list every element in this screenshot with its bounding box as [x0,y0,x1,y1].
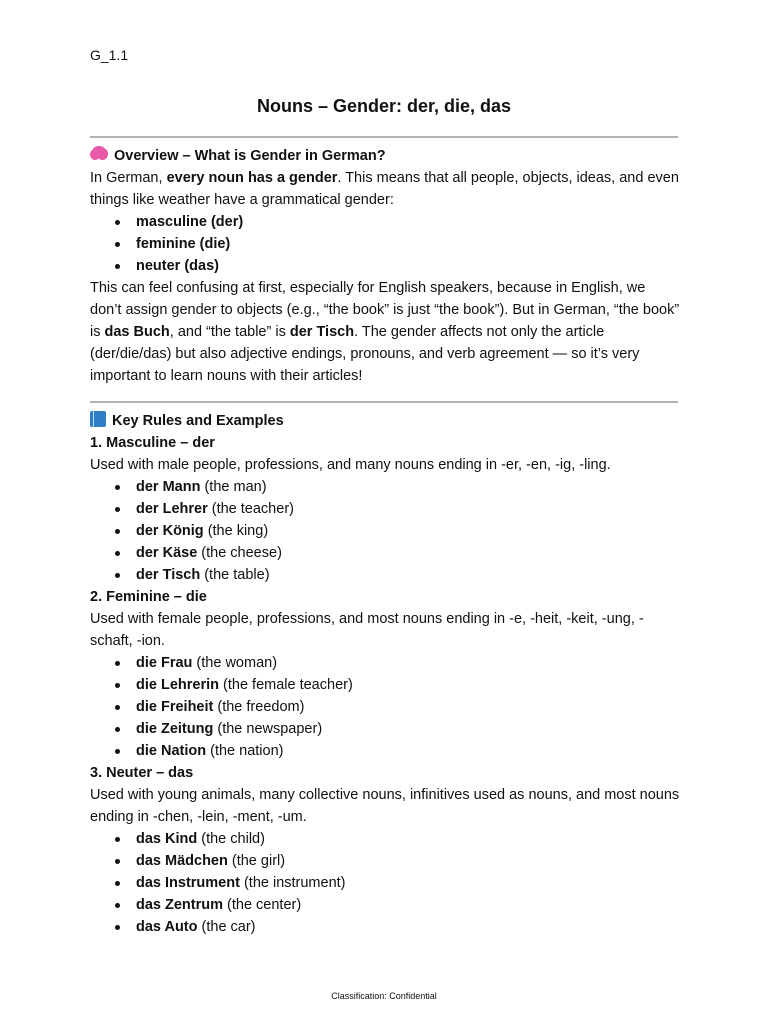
intro-bold: every noun has a gender [166,170,338,186]
list-item [90,255,680,277]
list-item [90,850,680,872]
example-gloss: (the female teacher) [219,677,353,693]
example-gloss: (the cheese) [197,545,282,561]
example-noun: die Lehrerin [136,677,219,693]
example-noun: die Zeitung [136,721,214,737]
example-gloss: (the newspaper) [213,721,323,737]
list-item [90,872,680,894]
example-noun: die Freiheit [136,699,214,715]
example-gloss: (the freedom) [213,699,305,715]
example-noun: das Kind [136,831,198,847]
list-item [90,916,680,938]
section-title-feminine: 2. Feminine – die [90,589,207,605]
rules-section [90,410,680,938]
gender-list [90,211,680,277]
example-noun: der Tisch [136,567,201,583]
example-gloss: (the girl) [227,853,286,869]
paragraph-text: , and “the table” is [169,324,290,340]
example-noun: das Instrument [136,875,240,891]
overview-heading [90,145,680,167]
rules-heading [90,410,680,432]
intro-text: In German, [90,170,167,186]
gender-label: neuter (das) [136,258,219,274]
example-noun: der Lehrer [136,501,208,517]
list-item [90,696,680,718]
example-noun: das Mädchen [136,853,228,869]
section-desc-neuter: Used with young animals, many collective nouns, infinitives used as nouns, and most nouns ending in -chen, -lein, -ment, -um. [90,787,680,825]
example-list-masculine [90,476,680,586]
classification-footer: Classification: Confidential [331,991,437,1001]
section-desc-masculine: Used with male people, professions, and many nouns ending in -er, -en, -ig, -ling. [90,457,611,473]
section-title-neuter: 3. Neuter – das [90,765,194,781]
paragraph-text: . The gender affects not only the article (der/die/das) but also adjective endings, pronouns, and verb agreement — so it’s very important to learn nouns with their articles! [90,324,640,384]
paragraph-bold: der Tisch [289,324,355,340]
overview-paragraph [90,277,680,387]
divider [90,401,678,403]
gender-label: masculine (der) [136,214,244,230]
list-item [90,542,680,564]
blue-book-icon [90,411,106,427]
list-item [90,740,680,762]
gender-label: feminine (die) [136,236,231,252]
paragraph-text: This can feel confusing at first, especially for English speakers, because in English, we don’t assign gender to objects (e.g., “the book” is just “the book”). But in German, “the book” is [90,280,680,340]
example-noun: die Nation [136,743,207,759]
section-desc-feminine: Used with female people, professions, and most nouns ending in -e, -heit, -keit, -ung, -schaft, -ion. [90,611,644,649]
example-noun: der König [136,523,204,539]
overview-heading-text: Overview – What is Gender in German? [114,148,386,164]
list-item [90,498,680,520]
example-noun: der Mann [136,479,201,495]
intro-text-end: . This means that all people, objects, ideas, and even things like weather have a grammatical gender: [90,170,679,208]
example-gloss: (the teacher) [207,501,294,517]
list-item [90,233,680,255]
example-noun: die Frau [136,655,193,671]
example-noun: das Zentrum [136,897,224,913]
example-gloss: (the child) [197,831,265,847]
document-id: G_1.1 [90,47,129,63]
overview-intro [90,167,680,211]
overview-section [90,145,680,387]
example-gloss: (the man) [200,479,267,495]
list-item [90,652,680,674]
example-list-neuter [90,828,680,938]
example-list-feminine [90,652,680,762]
rules-heading-text: Key Rules and Examples [112,413,284,429]
page-title: Nouns – Gender: der, die, das [256,96,512,116]
example-gloss: (the instrument) [239,875,346,891]
section-title-masculine: 1. Masculine – der [90,435,215,451]
example-gloss: (the nation) [206,743,284,759]
example-gloss: (the king) [203,523,269,539]
example-gloss: (the center) [223,897,302,913]
example-gloss: (the car) [197,919,256,935]
paragraph-bold: das Buch [104,324,170,340]
example-noun: das Auto [136,919,198,935]
example-gloss: (the woman) [192,655,278,671]
example-gloss: (the table) [200,567,270,583]
list-item [90,828,680,850]
divider [90,136,678,138]
list-item [90,520,680,542]
list-item [90,894,680,916]
list-item [90,564,680,586]
list-item [90,674,680,696]
list-item [90,211,680,233]
brain-icon [90,146,108,162]
list-item [90,718,680,740]
list-item [90,476,680,498]
example-noun: der Käse [136,545,198,561]
